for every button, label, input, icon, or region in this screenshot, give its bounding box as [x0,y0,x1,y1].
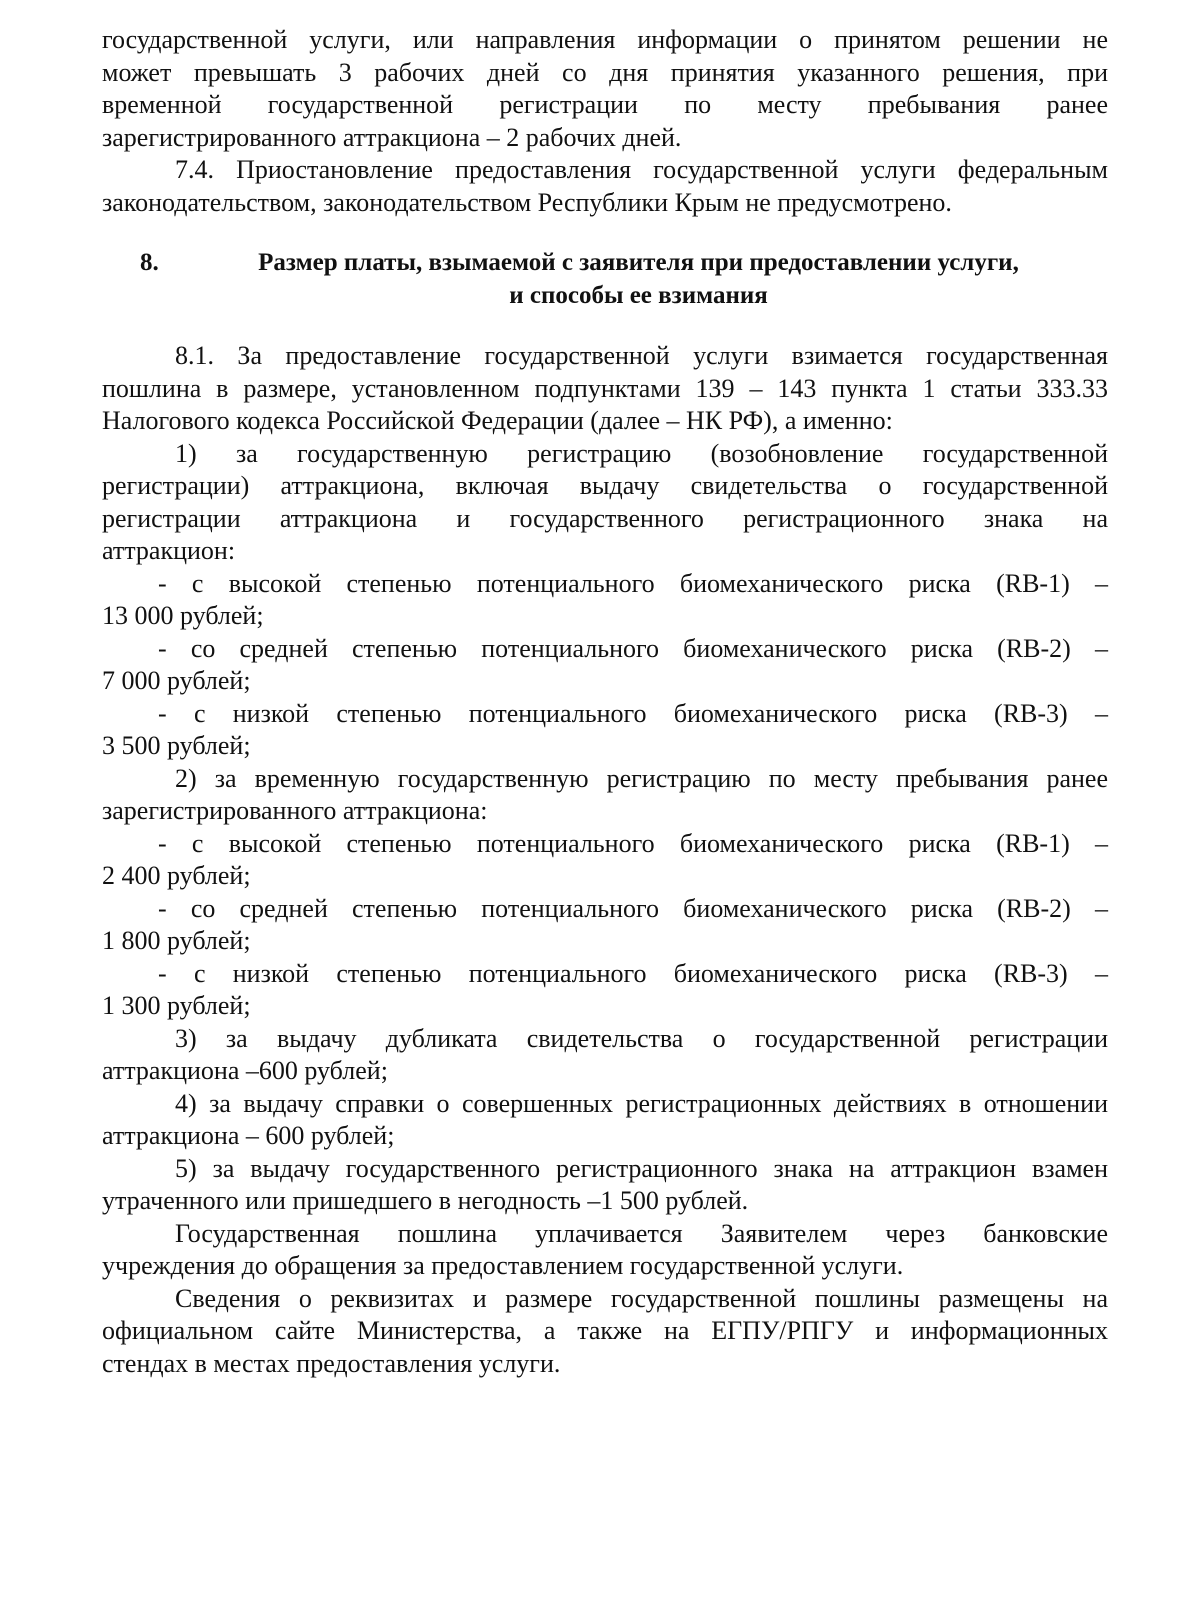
fee-line: - со средней степенью потенциального биомеханического риска (RB-2) – [158,893,1108,923]
fee-line: - с высокой степенью потенциального биомеханического риска (RB-1) – [158,828,1108,858]
text-line: законодательством, законодательством Республики Крым не предусмотрено. [102,187,952,217]
paragraph-line: 8.1. За предоставление государственной услуги взимается государственная [175,341,1108,370]
fee-line: - с низкой степенью потенциального биомеханического риска (RB-3) – [158,958,1108,988]
list-item-line: 1) за государственную регистрацию (возобновление государственной [175,438,1108,468]
list-item-line: аттракциона – 600 рублей; [102,1121,395,1150]
fee-amount: 3 500 рублей; [102,731,251,760]
document-page [102,24,1108,1380]
text-line: временной государственной регистрации по месту пребывания ранее [102,90,1108,119]
list-item-line: зарегистрированного аттракциона: [102,796,488,825]
fee-amount: 7 000 рублей; [102,666,251,695]
fee-line: - со средней степенью потенциального биомеханического риска (RB-2) – [158,633,1108,663]
fee-amount: 13 000 рублей; [102,601,264,630]
paragraph-line: Налогового кодекса Российской Федерации (далее – НК РФ), а именно: [102,406,893,435]
section-number: 8. [140,249,159,276]
fee-amount: 1 300 рублей; [102,991,251,1020]
paragraph-line: стендах в местах предоставления услуги. [102,1348,561,1378]
paragraph-line: официальном сайте Министерства, а также на ЕГПУ/РПГУ и информационных [102,1316,1108,1345]
text-line: государственной услуги, или направления информации о принятом решении не [102,25,1108,54]
list-item-line: 4) за выдачу справки о совершенных регистрационных действиях в отношении [175,1088,1108,1118]
list-item-line: 2) за временную государственную регистрацию по месту пребывания ранее [175,763,1108,793]
list-item-line: регистрации аттракциона и государственного регистрационного знака на [102,503,1108,533]
fee-line: - с высокой степенью потенциального биомеханического риска (RB-1) – [158,568,1108,598]
list-item-line: 5) за выдачу государственного регистрационного знака на аттракцион взамен [175,1153,1108,1183]
section-title-line-1: Размер платы, взымаемой с заявителя при предоставлении услуги, [258,249,1019,276]
fee-amount: 2 400 рублей; [102,861,251,890]
text-line: может превышать 3 рабочих дней со дня принятия указанного решения, при [102,57,1108,87]
section-heading-continued [102,280,1108,313]
fee-amount: 1 800 рублей; [102,926,251,955]
section-title-line-2: и способы ее взимания [509,281,768,309]
paragraph-line: Сведения о реквизитах и размере государственной пошлины размещены на [175,1283,1108,1313]
list-item-line: аттракциона –600 рублей; [102,1056,388,1085]
section-heading [102,247,1108,280]
paragraph-line: пошлина в размере, установленном подпунктами 139 – 143 пункта 1 статьи 333.33 [102,373,1108,403]
paragraph-line: Государственная пошлина уплачивается Заявителем через банковские [175,1218,1108,1248]
list-item-line: 3) за выдачу дубликата свидетельства о государственной регистрации [175,1023,1108,1053]
text-line: зарегистрированного аттракциона – 2 рабочих дней. [102,122,682,152]
fee-line: - с низкой степенью потенциального биомеханического риска (RB-3) – [158,698,1108,728]
list-item-line: утраченного или пришедшего в негодность –1 500 рублей. [102,1186,749,1215]
list-item-line: регистрации) аттракциона, включая выдачу свидетельства о государственной [102,471,1108,500]
list-item-line: аттракцион: [102,536,236,565]
text-line: 7.4. Приостановление предоставления государственной услуги федеральным [175,155,1108,184]
paragraph-line: учреждения до обращения за предоставлением государственной услуги. [102,1251,904,1280]
